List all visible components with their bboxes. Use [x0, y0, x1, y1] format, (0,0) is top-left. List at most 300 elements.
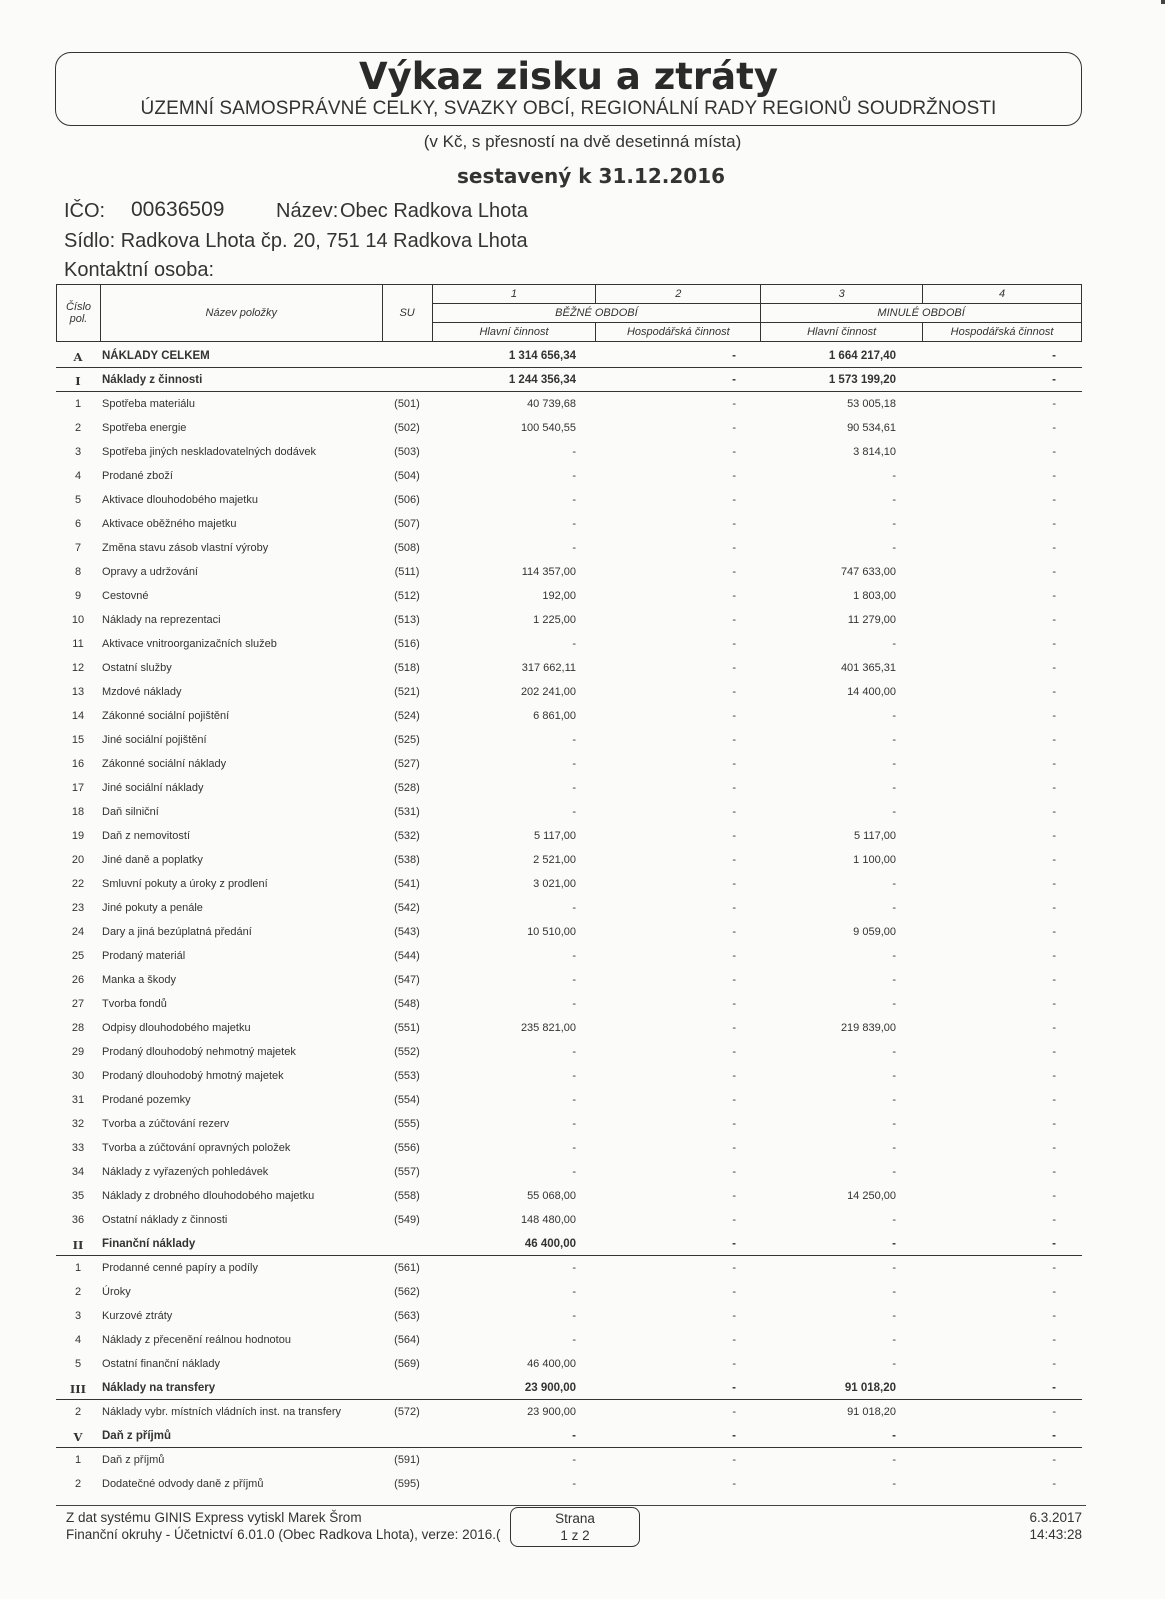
row-su: (541): [394, 878, 420, 890]
row-current-economic: -: [732, 1310, 736, 1322]
row-su: (506): [394, 494, 420, 506]
row-previous-economic: -: [1052, 758, 1056, 770]
row-su: (507): [394, 518, 420, 530]
row-current-main: -: [572, 542, 576, 554]
row-previous-main: -: [892, 1478, 896, 1490]
row-name: Odpisy dlouhodobého majetku: [102, 1022, 251, 1034]
row-number: 4: [74, 470, 82, 482]
row-name: Jiné daně a poplatky: [102, 854, 203, 866]
row-name: Tvorba fondů: [102, 998, 167, 1010]
row-previous-main: -: [892, 758, 896, 770]
current-economic-header: Hospodářská činnost: [596, 323, 761, 342]
row-current-economic: -: [732, 950, 736, 962]
row-previous-economic: -: [1052, 614, 1056, 626]
table-row: [56, 754, 1082, 778]
row-number: A: [73, 350, 83, 364]
row-number: 7: [74, 542, 82, 554]
section-row: [56, 370, 1082, 394]
row-name: Daň silniční: [102, 806, 159, 818]
table-row: [56, 1186, 1082, 1210]
row-name: Jiné pokuty a penále: [102, 902, 203, 914]
row-current-main: 1 314 656,34: [508, 350, 576, 362]
row-current-main: -: [572, 902, 576, 914]
report-title: Výkaz zisku a ztráty: [359, 55, 778, 98]
row-number: 16: [71, 758, 85, 770]
row-previous-main: 219 839,00: [840, 1022, 896, 1034]
row-su: (552): [394, 1046, 420, 1058]
row-previous-main: 1 573 199,20: [828, 374, 896, 386]
row-current-main: -: [572, 1286, 576, 1298]
row-name: Tvorba a zúčtování opravných položek: [102, 1142, 291, 1154]
row-previous-economic: -: [1052, 998, 1056, 1010]
row-name: Náklady z činnosti: [102, 374, 203, 386]
table-row: [56, 1306, 1082, 1330]
row-previous-economic: -: [1052, 878, 1056, 890]
row-name: Prodané pozemky: [102, 1094, 191, 1106]
row-number: I: [75, 374, 81, 388]
row-su: (502): [394, 422, 420, 434]
row-previous-main: -: [892, 998, 896, 1010]
row-su: (551): [394, 1022, 420, 1034]
row-current-main: 235 821,00: [520, 1022, 576, 1034]
row-su: (591): [394, 1454, 420, 1466]
table-row: [56, 1114, 1082, 1138]
table-row: [56, 1138, 1082, 1162]
row-current-economic: -: [732, 350, 736, 362]
row-previous-economic: -: [1052, 1190, 1056, 1202]
row-name: Daň z příjmů: [102, 1430, 172, 1442]
row-current-main: 23 900,00: [524, 1382, 576, 1394]
row-previous-main: -: [892, 1070, 896, 1082]
row-current-main: 46 400,00: [524, 1238, 576, 1250]
row-number: 34: [71, 1166, 85, 1178]
row-current-main: -: [572, 1046, 576, 1058]
table-row: [56, 946, 1082, 970]
row-su: (518): [394, 662, 420, 674]
row-su: (558): [394, 1190, 420, 1202]
section-row: [56, 1234, 1082, 1258]
row-number: 8: [74, 566, 82, 578]
row-previous-economic: -: [1052, 1454, 1056, 1466]
row-current-economic: -: [732, 1358, 736, 1370]
row-name: Spotřeba materiálu: [102, 398, 195, 410]
row-number: 28: [71, 1022, 85, 1034]
row-previous-main: 1 664 217,40: [828, 350, 896, 362]
row-name: Tvorba a zúčtování rezerv: [102, 1118, 230, 1130]
row-previous-main: -: [892, 782, 896, 794]
row-su: (595): [394, 1478, 420, 1490]
row-previous-economic: -: [1052, 950, 1056, 962]
row-previous-main: -: [892, 1430, 896, 1442]
row-current-main: 148 480,00: [520, 1214, 576, 1226]
row-su: (504): [394, 470, 420, 482]
name-label: Název:: [276, 200, 339, 222]
table-row: [56, 1018, 1082, 1042]
row-name: Spotřeba energie: [102, 422, 187, 434]
row-previous-main: 1 100,00: [853, 854, 896, 866]
row-previous-main: -: [892, 1094, 896, 1106]
row-current-economic: -: [732, 638, 736, 650]
row-previous-main: -: [892, 710, 896, 722]
row-previous-main: -: [892, 470, 896, 482]
row-current-economic: -: [732, 878, 736, 890]
row-current-economic: -: [732, 470, 736, 482]
table-row: [56, 466, 1082, 490]
previous-economic-header: Hospodářská činnost: [923, 323, 1082, 342]
row-previous-economic: -: [1052, 1262, 1056, 1274]
row-current-economic: -: [732, 998, 736, 1010]
table-row: [56, 874, 1082, 898]
row-current-main: 10 510,00: [527, 926, 576, 938]
row-number: 3: [74, 1310, 82, 1322]
row-name: Náklady z přecenění reálnou hodnotou: [102, 1334, 291, 1346]
row-current-main: -: [572, 1142, 576, 1154]
seat-line: [64, 230, 528, 253]
row-previous-economic: -: [1052, 902, 1056, 914]
previous-main-header: Hlavní činnost: [761, 323, 923, 342]
row-previous-economic: -: [1052, 926, 1056, 938]
row-previous-economic: -: [1052, 830, 1056, 842]
row-current-main: -: [572, 1454, 576, 1466]
row-previous-main: -: [892, 1286, 896, 1298]
row-number: 12: [71, 662, 85, 674]
row-previous-economic: -: [1052, 1286, 1056, 1298]
row-name: Spotřeba jiných neskladovatelných dodávek: [102, 446, 317, 458]
row-current-main: 23 900,00: [527, 1406, 576, 1418]
table-row: [56, 802, 1082, 826]
row-previous-economic: -: [1052, 1406, 1056, 1418]
table-row: [56, 826, 1082, 850]
row-current-economic: -: [732, 542, 736, 554]
row-number: 36: [71, 1214, 85, 1226]
table-row: [56, 634, 1082, 658]
row-number: 32: [71, 1118, 85, 1130]
row-su: (556): [394, 1142, 420, 1154]
row-current-economic: -: [732, 830, 736, 842]
row-su: (512): [394, 590, 420, 602]
row-current-economic: -: [732, 1214, 736, 1226]
row-su: (527): [394, 758, 420, 770]
row-su: (562): [394, 1286, 420, 1298]
row-current-economic: -: [732, 398, 736, 410]
title-box: [55, 52, 1082, 126]
row-previous-economic: -: [1052, 782, 1056, 794]
table-row: [56, 778, 1082, 802]
page-indicator: [510, 1507, 640, 1547]
row-previous-main: -: [892, 1118, 896, 1130]
section-row: [56, 346, 1082, 370]
row-su: (544): [394, 950, 420, 962]
table-row: [56, 682, 1082, 706]
row-current-economic: -: [732, 1070, 736, 1082]
row-number: 1: [74, 398, 82, 410]
currency-note: (v Kč, s přesností na dvě desetinná místa): [423, 132, 742, 151]
row-name: Ostatní finanční náklady: [102, 1358, 221, 1370]
col-num-header: Číslo pol.: [57, 285, 101, 342]
table-row: [56, 1450, 1082, 1474]
row-name: Změna stavu zásob vlastní výroby: [102, 542, 269, 554]
row-name: Náklady na reprezentaci: [102, 614, 221, 626]
row-previous-main: -: [892, 1454, 896, 1466]
col-1-header: 1: [432, 285, 596, 304]
row-previous-economic: -: [1052, 1118, 1056, 1130]
contact-label: Kontaktní osoba:: [64, 259, 215, 281]
row-su: (528): [394, 782, 420, 794]
row-current-economic: -: [732, 686, 736, 698]
row-previous-economic: -: [1052, 1070, 1056, 1082]
row-previous-economic: -: [1052, 518, 1056, 530]
row-current-main: 6 861,00: [533, 710, 576, 722]
row-name: Smluvní pokuty a úroky z prodlení: [102, 878, 268, 890]
table-row: [56, 442, 1082, 466]
row-previous-main: 14 400,00: [847, 686, 896, 698]
table-row: [56, 970, 1082, 994]
table-row: [56, 706, 1082, 730]
row-current-economic: -: [732, 902, 736, 914]
row-current-main: 46 400,00: [527, 1358, 576, 1370]
row-previous-economic: -: [1052, 1046, 1056, 1058]
row-current-main: 3 021,00: [533, 878, 576, 890]
row-current-economic: -: [732, 614, 736, 626]
row-name: Dary a jiná bezúplatná předání: [102, 926, 252, 938]
row-previous-main: 11 279,00: [847, 614, 896, 626]
row-current-economic: -: [732, 1022, 736, 1034]
row-current-economic: -: [732, 758, 736, 770]
table-row: [56, 490, 1082, 514]
table-body: [56, 346, 1082, 1498]
ico-value: 00636509: [131, 198, 225, 221]
row-previous-economic: -: [1052, 1478, 1056, 1490]
row-number: 19: [71, 830, 85, 842]
row-current-main: -: [572, 1094, 576, 1106]
col-name-header: Název položky: [100, 285, 382, 342]
row-number: 3: [74, 446, 82, 458]
report-subtitle: ÚZEMNÍ SAMOSPRÁVNÉ CELKY, SVAZKY OBCÍ, REGIONÁLNÍ RADY REGIONŮ SOUDRŽNOSTI: [140, 98, 997, 119]
row-previous-main: 90 534,61: [847, 422, 896, 434]
row-current-main: -: [572, 1334, 576, 1346]
table-row: [56, 418, 1082, 442]
row-name: Náklady z drobného dlouhodobého majetku: [102, 1190, 315, 1202]
row-su: (572): [394, 1406, 420, 1418]
table-row: [56, 1402, 1082, 1426]
row-current-main: 2 521,00: [533, 854, 576, 866]
row-current-main: -: [572, 494, 576, 506]
row-su: (548): [394, 998, 420, 1010]
row-number: 5: [74, 1358, 82, 1370]
row-previous-main: -: [892, 878, 896, 890]
row-previous-main: 14 250,00: [847, 1190, 896, 1202]
row-su: (547): [394, 974, 420, 986]
row-su: (531): [394, 806, 420, 818]
row-current-main: -: [572, 1478, 576, 1490]
row-su: (511): [394, 566, 420, 578]
row-previous-main: -: [892, 1046, 896, 1058]
row-current-economic: -: [732, 734, 736, 746]
row-current-economic: -: [732, 1238, 736, 1250]
row-number: 2: [74, 1406, 82, 1418]
row-previous-main: 91 018,20: [844, 1382, 896, 1394]
table-row: [56, 1042, 1082, 1066]
table-row: [56, 1354, 1082, 1378]
period-previous-header: MINULÉ OBDOBÍ: [761, 304, 1082, 323]
row-previous-main: -: [892, 1262, 896, 1274]
row-current-main: -: [572, 518, 576, 530]
row-name: Prodanné cenné papíry a podíly: [102, 1262, 258, 1274]
row-number: 2: [74, 422, 82, 434]
row-current-main: 192,00: [542, 590, 576, 602]
col-su-header: SU: [382, 285, 432, 342]
row-name: Prodaný dlouhodobý nehmotný majetek: [102, 1046, 296, 1058]
col-2-header: 2: [596, 285, 761, 304]
row-previous-economic: -: [1052, 854, 1056, 866]
row-current-main: -: [572, 470, 576, 482]
row-name: Náklady na transfery: [102, 1382, 216, 1394]
row-previous-main: -: [892, 974, 896, 986]
row-current-economic: -: [732, 1430, 736, 1442]
row-number: 35: [71, 1190, 85, 1202]
row-previous-economic: -: [1052, 806, 1056, 818]
row-previous-economic: -: [1052, 1334, 1056, 1346]
row-name: Ostatní náklady z činnosti: [102, 1214, 228, 1226]
table-row: [56, 514, 1082, 538]
row-previous-economic: -: [1052, 1214, 1056, 1226]
row-number: 33: [71, 1142, 85, 1154]
row-name: Úroky: [102, 1286, 131, 1298]
row-previous-economic: -: [1052, 1430, 1056, 1442]
row-current-economic: -: [732, 446, 736, 458]
row-current-main: 5 117,00: [533, 830, 576, 842]
row-previous-main: -: [892, 1142, 896, 1154]
row-name: Mzdové náklady: [102, 686, 182, 698]
row-number: 31: [71, 1094, 85, 1106]
row-previous-economic: -: [1052, 974, 1056, 986]
row-su: (564): [394, 1334, 420, 1346]
row-current-economic: -: [732, 1046, 736, 1058]
row-previous-economic: -: [1052, 590, 1056, 602]
row-number: 2: [74, 1478, 82, 1490]
name-value: Obec Radkova Lhota: [340, 200, 528, 222]
row-current-main: -: [572, 1118, 576, 1130]
row-current-main: 114 357,00: [521, 566, 576, 578]
row-previous-main: 401 365,31: [840, 662, 896, 674]
row-current-main: -: [572, 1310, 576, 1322]
row-name: NÁKLADY CELKEM: [102, 350, 210, 362]
row-current-main: 317 662,11: [521, 662, 576, 674]
row-number: 5: [74, 494, 82, 506]
page-value: 1 z 2: [560, 1528, 590, 1543]
row-su: (569): [394, 1358, 420, 1370]
row-previous-economic: -: [1052, 1382, 1056, 1394]
row-su: (524): [394, 710, 420, 722]
row-number: 2: [74, 1286, 82, 1298]
row-su: (503): [394, 446, 420, 458]
row-number: 22: [71, 878, 85, 890]
row-previous-economic: -: [1052, 422, 1056, 434]
row-previous-economic: -: [1052, 1166, 1056, 1178]
row-previous-economic: -: [1052, 710, 1056, 722]
row-previous-main: -: [892, 950, 896, 962]
table-row: [56, 538, 1082, 562]
row-current-main: -: [572, 974, 576, 986]
row-number: 23: [71, 902, 85, 914]
row-current-economic: -: [732, 494, 736, 506]
table-row: [56, 658, 1082, 682]
row-previous-main: -: [892, 1238, 896, 1250]
table-row: [56, 1162, 1082, 1186]
row-current-main: 1 244 356,34: [508, 374, 576, 386]
row-name: Ostatní služby: [102, 662, 172, 674]
row-name: Jiné sociální pojištění: [102, 734, 207, 746]
row-previous-economic: -: [1052, 1358, 1056, 1370]
table-row: [56, 994, 1082, 1018]
row-previous-main: -: [892, 1166, 896, 1178]
row-previous-economic: -: [1052, 350, 1056, 362]
period-current-header: BĚŽNÉ OBDOBÍ: [432, 304, 761, 323]
row-number: 14: [71, 710, 85, 722]
row-current-main: -: [572, 1262, 576, 1274]
row-name: Aktivace vnitroorganizačních služeb: [102, 638, 277, 650]
row-number: 10: [71, 614, 85, 626]
row-name: Aktivace oběžného majetku: [102, 518, 237, 530]
row-su: (543): [394, 926, 420, 938]
row-number: 30: [71, 1070, 85, 1082]
row-su: (563): [394, 1310, 420, 1322]
row-number: V: [73, 1430, 83, 1444]
row-number: 27: [71, 998, 85, 1010]
row-name: Daň z příjmů: [102, 1454, 165, 1466]
footer-info: [66, 1509, 500, 1543]
row-current-economic: -: [732, 710, 736, 722]
row-name: Dodatečné odvody daně z příjmů: [102, 1478, 264, 1490]
software-info: Finanční okruhy - Účetnictví 6.01.0 (Obec Radkova Lhota), verze: 2016.(: [66, 1527, 501, 1542]
row-number: 15: [71, 734, 85, 746]
row-number: III: [69, 1382, 87, 1396]
row-current-economic: -: [732, 590, 736, 602]
row-current-economic: -: [732, 1406, 736, 1418]
row-current-main: 1 225,00: [533, 614, 576, 626]
row-su: (549): [394, 1214, 420, 1226]
row-previous-economic: -: [1052, 566, 1056, 578]
row-name: Daň z nemovitostí: [102, 830, 191, 842]
row-current-main: -: [572, 446, 576, 458]
row-current-main: 202 241,00: [520, 686, 576, 698]
row-previous-economic: -: [1052, 1310, 1056, 1322]
row-current-economic: -: [732, 374, 736, 386]
row-current-economic: -: [732, 782, 736, 794]
row-previous-main: -: [892, 806, 896, 818]
row-current-economic: -: [732, 1262, 736, 1274]
row-number: 24: [71, 926, 85, 938]
table-row: [56, 1258, 1082, 1282]
footer-divider: [56, 1505, 1086, 1506]
scan-edge-mark: [1161, 0, 1165, 4]
row-current-economic: -: [732, 1094, 736, 1106]
row-previous-economic: -: [1052, 374, 1056, 386]
page-label: Strana: [555, 1511, 595, 1526]
row-current-economic: -: [732, 1334, 736, 1346]
col-4-header: 4: [923, 285, 1082, 304]
row-current-main: -: [572, 1430, 576, 1442]
row-su: (501): [394, 398, 420, 410]
row-current-main: -: [572, 758, 576, 770]
row-previous-main: -: [892, 518, 896, 530]
row-previous-economic: -: [1052, 686, 1056, 698]
table-row: [56, 850, 1082, 874]
row-current-economic: -: [732, 926, 736, 938]
row-current-main: -: [572, 1070, 576, 1082]
row-number: 20: [71, 854, 85, 866]
print-timestamp: [1000, 1509, 1082, 1543]
